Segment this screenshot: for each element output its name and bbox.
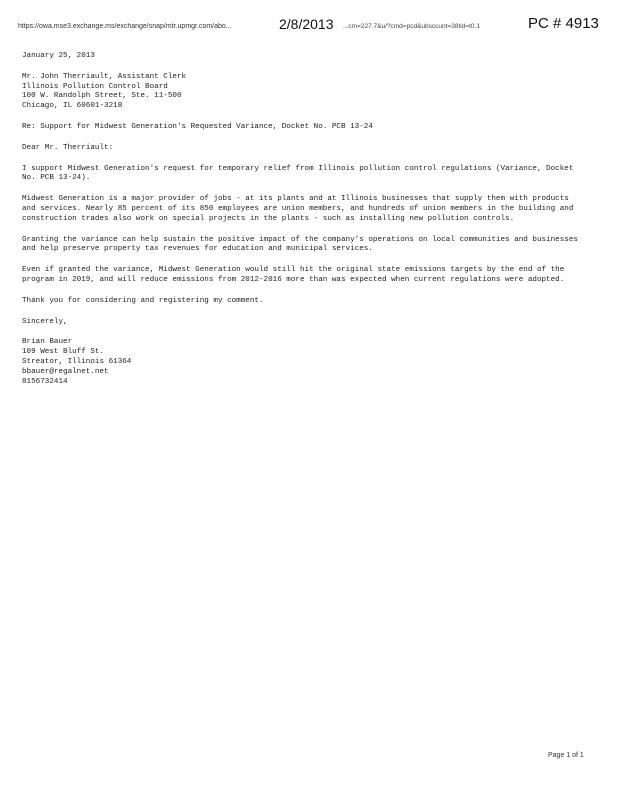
signature-line: Brian Bauer [22,338,73,347]
header-url: https://owa.mse3.exchange.ms/exchange/snap/mtr.upmgr.com/abo... [18,23,232,30]
header-date: 2/8/2013 [279,16,334,32]
signature-line: 109 West Bluff St. [22,348,105,357]
recipient-line: 100 W. Randolph Street, Ste. 11-500 [22,92,182,101]
letter-body [22,52,582,398]
body-paragraph: Even if granted the variance, Midwest Generation would still hit the original state emissions targets by the end of the program in 2019, and will reduce emissions from 2012-2016 more than was expected when current regulations were adopted. [22,266,565,284]
letter-subject: Re: Support for Midwest Generation's Requested Variance, Docket No. PCB 13-24 [22,122,373,131]
signature-block [22,338,582,387]
body-paragraph: Thank you for considering and registering my comment. [22,296,264,305]
print-header [18,14,608,36]
body-paragraph: Midwest Generation is a major provider of jobs - at its plants and at Illinois businesses that supply them with products and services. Nearly 85 percent of its 850 employees are union members, and hundreds of union members in the building and construction trades also work on special projects in the plants - such as installing new pollution controls. [22,195,574,223]
public-comment-number: PC # 4913 [528,15,599,32]
recipient-line: Illinois Pollution Control Board [22,82,168,91]
body-paragraph: Granting the variance can help sustain the positive impact of the company's operations on local communities and businesses and help preserve property tax revenues for education and municipal services. [22,235,578,254]
signature-line: 8156732414 [22,377,68,386]
letter-closing: Sincerely, [22,317,68,326]
letter-date: January 25, 2013 [22,52,95,60]
page-number: Page 1 of 1 [548,752,584,759]
body-paragraph: I support Midwest Generation's request for temporary relief from Illinois pollution control regulations (Variance, Docket No. PCB 13-24). [22,164,574,183]
letter-date-block [22,52,582,62]
signature-line: Streator, Illinois 61364 [22,357,132,366]
recipient-address [22,73,582,112]
letter-salutation: Dear Mr. Therriault: [22,143,114,152]
recipient-line: Chicago, IL 60601-3218 [22,102,123,111]
signature-line: bbauer@regalnet.net [22,367,109,376]
header-url-right: ...cm=227.7&u/?cmd=pcd&ubsccunt=38tid=t0.1 [343,23,480,30]
subject-line [22,123,582,133]
salutation-block [22,144,582,154]
closing-block [22,318,582,328]
recipient-line: Mr. John Therriault, Assistant Clerk [22,72,187,81]
